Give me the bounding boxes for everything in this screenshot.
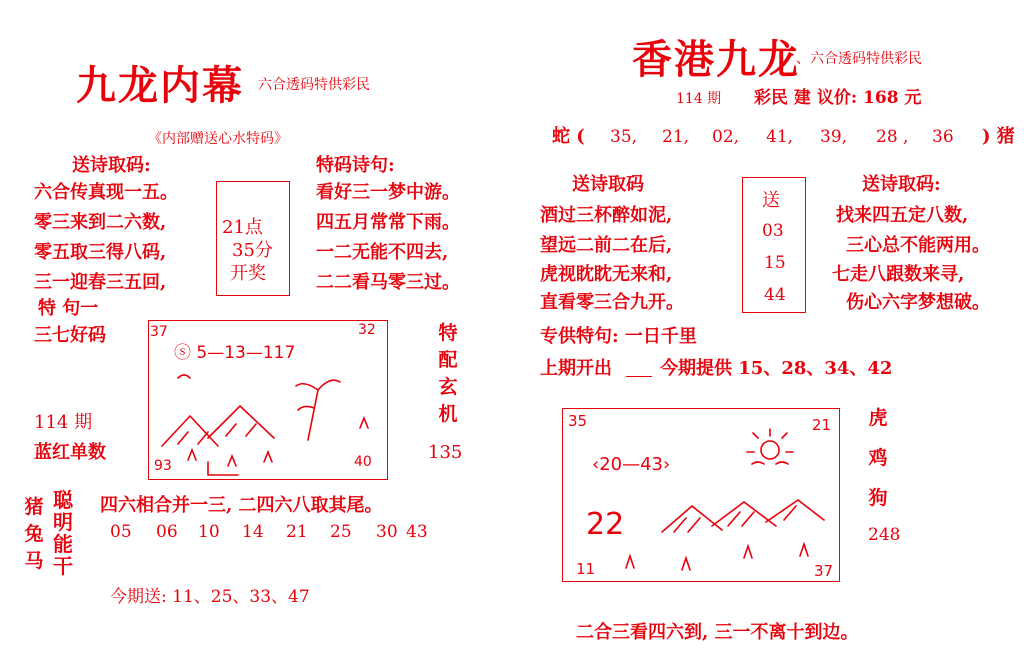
- snake-num-4: 41,: [766, 127, 794, 147]
- zodiac-left: [22, 494, 46, 575]
- snake-num-2: 21,: [662, 127, 690, 147]
- number-8: 43: [406, 522, 428, 542]
- snake-num-6: 28 ,: [876, 127, 909, 147]
- right-number: 248: [868, 525, 901, 545]
- right-poem-right-3: 七走八跟数来寻,: [832, 264, 965, 285]
- right-poem-header: 送诗取码: [572, 174, 644, 195]
- wise-label: [50, 489, 76, 577]
- left-subtitle: 六合透码特供彩民: [258, 77, 370, 93]
- wise-char-1: 聪: [53, 488, 73, 512]
- left-sketch-label-tl: 37: [150, 324, 168, 340]
- vertical-char-4: 机: [438, 403, 458, 425]
- left-poem-line-4: 三一迎春三五回,: [34, 272, 167, 293]
- left-sketch-scribble: ⓢ 5—13—117: [174, 343, 296, 363]
- wise-char-2: 明: [53, 510, 73, 534]
- left-poem-right-3: 一二无能不四去,: [316, 242, 449, 263]
- right-poem-line-1: 酒过三杯醉如泥,: [540, 205, 673, 226]
- left-sketch-label-br: 40: [354, 454, 372, 470]
- left-poem-right-1: 看好三一梦中游。: [316, 182, 460, 203]
- time-open: 开奖: [230, 263, 266, 284]
- tree-icon: [296, 380, 340, 440]
- left-poem-right-4: 二二看马零三过。: [316, 272, 460, 293]
- right-poem-right-4: 伤心六字梦想破。: [846, 292, 990, 313]
- vertical-hint: [436, 320, 460, 428]
- left-poem-header: 送诗取码:: [72, 155, 151, 176]
- snake-close: ) 猪: [982, 126, 1015, 147]
- time-minute: 35分: [232, 240, 273, 261]
- bird-icon: [178, 375, 190, 378]
- number-4: 14: [242, 522, 264, 542]
- right-sketch-label-bl: 11: [576, 560, 596, 578]
- vertical-char-1: 特: [438, 322, 458, 344]
- zodiac-tiger: 虎: [868, 407, 888, 429]
- mountain-icon: [162, 406, 274, 446]
- send-box-num-2: 15: [764, 253, 786, 273]
- left-poem-line-3: 零五取三得八码,: [34, 242, 167, 263]
- left-poem-header-right: 特码诗句:: [316, 155, 395, 176]
- right-sketch-big-number: 22: [586, 507, 625, 542]
- send-box-num-1: 03: [762, 221, 784, 241]
- left-sketch-label-bl: 93: [154, 458, 172, 474]
- left-poem-line-1: 六合传真现一五。: [34, 182, 178, 203]
- grass-icon: [626, 544, 808, 570]
- left-sketch-drawing: [148, 320, 386, 478]
- right-bottom-line: 二合三看四六到, 三一不离十到边。: [576, 622, 859, 643]
- left-gift-note: 《内部赠送心水特码》: [148, 131, 288, 147]
- left-poem-right-2: 四五月常常下雨。: [316, 212, 460, 233]
- snake-num-3: 02,: [712, 127, 740, 147]
- last-open-blank: [626, 376, 652, 377]
- number-6: 25: [330, 522, 352, 542]
- number-3: 10: [198, 522, 220, 542]
- this-period-numbers: 今期提供 15、28、34、42: [660, 358, 893, 379]
- right-poem-line-2: 望远二前二在后,: [540, 235, 673, 256]
- number-1: 05: [110, 522, 132, 542]
- number-2: 06: [156, 522, 178, 542]
- right-poem-line-4: 直看零三合九开。: [540, 292, 684, 313]
- right-special-phrase: 专供特句: 一日千里: [540, 326, 697, 347]
- left-title: 九龙内幕: [76, 62, 244, 109]
- left-sketch-label-tr: 32: [358, 322, 376, 338]
- left-poem-line-2: 零三来到二六数,: [34, 212, 167, 233]
- vertical-char-2: 配: [438, 349, 458, 371]
- zodiac-rooster: 鸡: [868, 447, 888, 469]
- wise-char-3: 能: [53, 532, 73, 556]
- good-codes-label: 三七好码: [34, 325, 106, 346]
- snake-num-7: 36: [932, 127, 954, 147]
- right-poem-line-3: 虎视眈眈无来和,: [540, 264, 673, 285]
- period-label: 114 期: [34, 412, 93, 433]
- rule-line: 四六相合并一三, 二四六八取其尾。: [100, 495, 383, 516]
- sun-icon: [761, 441, 779, 459]
- right-price: 彩民 建 议价: 168 元: [754, 88, 922, 108]
- zodiac-horse: 马: [24, 550, 44, 572]
- right-sketch-label-tr: 21: [812, 416, 832, 434]
- send-line: 今期送: 11、25、33、47: [110, 587, 310, 607]
- right-sketch-drawing: [562, 408, 838, 580]
- zodiac-dog: 狗: [868, 487, 888, 509]
- right-sketch-label-tl: 35: [568, 412, 588, 430]
- number-5: 21: [286, 522, 308, 542]
- right-issue: 114 期: [676, 91, 722, 107]
- send-box-title: 送: [762, 190, 780, 211]
- right-poem-right-2: 三心总不能两用。: [846, 235, 990, 256]
- send-box-num-3: 44: [764, 285, 786, 305]
- zodiac-pig: 猪: [24, 496, 44, 518]
- right-sketch-scribble: ‹20—43›: [592, 454, 671, 475]
- snake-num-5: 39,: [820, 127, 848, 147]
- right-sketch-label-br: 37: [814, 562, 834, 580]
- time-hour: 21点: [222, 217, 263, 238]
- left-right-number: 135: [428, 442, 463, 463]
- zodiac-right: [866, 398, 890, 518]
- special-phrase: 特 句一: [38, 298, 99, 319]
- right-poem-header-right: 送诗取码:: [862, 174, 941, 195]
- snake-num-1: 35,: [610, 127, 638, 147]
- snake-open: 蛇 (: [552, 126, 585, 147]
- stroke-mark: [208, 462, 238, 475]
- color-tip: 蓝红单数: [34, 442, 106, 463]
- right-title: 香港九龙: [632, 36, 800, 83]
- wise-char-4: 干: [53, 554, 73, 578]
- last-open-label: 上期开出: [540, 358, 612, 379]
- right-poem-right-1: 找来四五定八数,: [836, 205, 969, 226]
- vertical-char-3: 玄: [438, 376, 458, 398]
- zodiac-rabbit: 兔: [24, 523, 44, 545]
- mountain-icon: [662, 500, 824, 532]
- number-7: 30: [376, 522, 398, 542]
- right-subtitle: 、六合透码特供彩民: [796, 51, 922, 67]
